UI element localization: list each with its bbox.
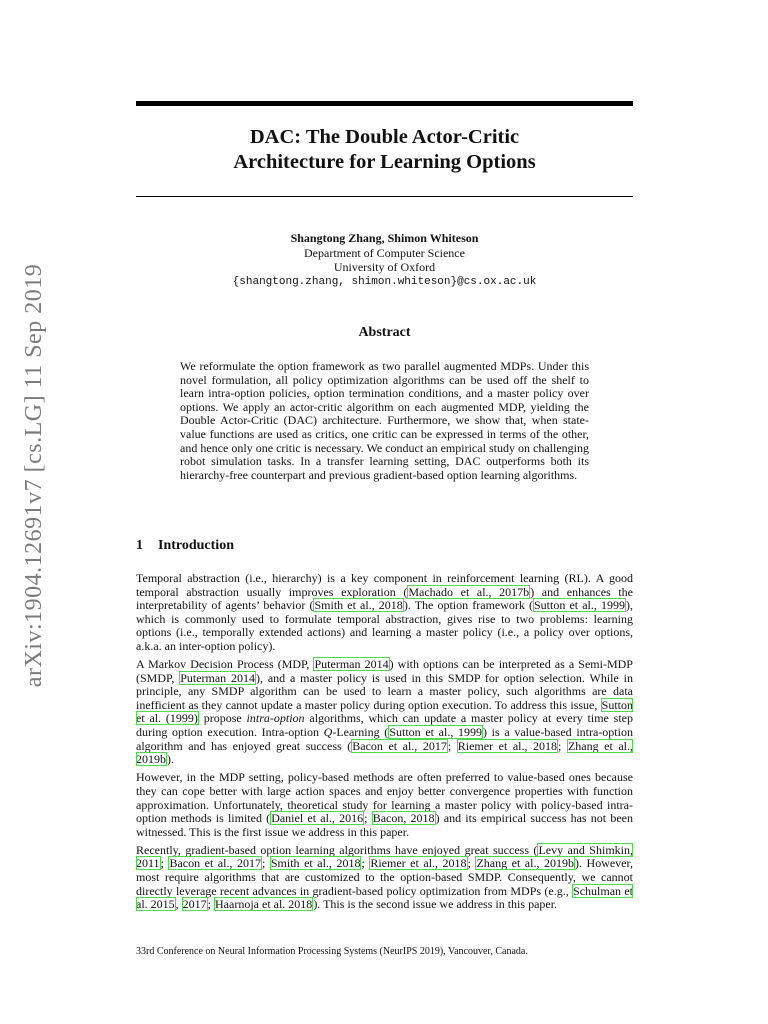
section-number: 1 bbox=[136, 538, 143, 553]
citation-link[interactable]: 2017 bbox=[182, 897, 207, 912]
conference-footnote: 33rd Conference on Neural Information Processing Systems (NeurIPS 2019), Vancouver, Canada. bbox=[136, 946, 528, 957]
citation-link[interactable]: Smith et al., 2018 bbox=[270, 856, 361, 871]
text-run: algorithms, which can update a master policy at every time step during option execution. Intra-option bbox=[136, 711, 633, 740]
text-run: ; bbox=[361, 856, 370, 871]
citation-link[interactable]: Zhang et al., 2019b bbox=[476, 856, 574, 871]
citation-link[interactable]: Sutton et al., 1999 bbox=[389, 725, 482, 740]
section-title: Introduction bbox=[158, 538, 234, 553]
citation-link[interactable]: Riemer et al., 2018 bbox=[370, 856, 467, 871]
abstract-heading: Abstract bbox=[358, 325, 411, 340]
paragraph-2 bbox=[136, 658, 633, 767]
citation-link[interactable]: Bacon, 2018 bbox=[372, 811, 435, 826]
text-run: ) with options can be interpreted as a Semi-MDP (SMDP, bbox=[136, 657, 633, 685]
paragraph-4 bbox=[136, 844, 633, 912]
text-run: ; bbox=[447, 738, 457, 753]
text-run: However, in the MDP setting, policy-based methods are often preferred to value-based ones because they can cope better with large action spaces and enjoy better convergence properties with function approximation. Unfortunately, theoretical study for learning a master policy with policy-based intra-option methods is limited ( bbox=[136, 770, 633, 826]
arxiv-stamp-text: arXiv:1904.12691v7 [cs.LG] 11 Sep 2019 bbox=[21, 263, 48, 687]
text-run: ; bbox=[364, 811, 372, 826]
text-run: ), which is commonly used to formulate temporal abstraction, gives rise to two problems: learning options (i.e., temporally extended actions) and learning a master policy (i.e., a policy over options, a.k.a. an inter-option policy). bbox=[136, 598, 633, 653]
paragraph-1 bbox=[136, 572, 633, 654]
text-run: ) and enhances the interpretability of agents’ behavior ( bbox=[136, 584, 633, 613]
text-run: ; bbox=[262, 856, 270, 871]
math-symbol: Q bbox=[323, 725, 333, 740]
text-run: ). bbox=[167, 752, 174, 767]
author-university: University of Oxford bbox=[333, 260, 436, 274]
body-text bbox=[136, 572, 633, 916]
emphasis-text: intra-option bbox=[246, 711, 305, 726]
paper-title bbox=[136, 125, 633, 175]
author-block bbox=[136, 231, 633, 289]
text-run: propose bbox=[198, 711, 247, 726]
citation-link[interactable]: Schulman et al. 2015 bbox=[136, 883, 634, 912]
citation-link[interactable]: Haarnoja et al. 2018 bbox=[215, 897, 313, 912]
citation-link[interactable]: Bacon et al., 2017 bbox=[169, 856, 261, 871]
text-run: ). This is the second issue we address in this paper. bbox=[313, 897, 558, 912]
citation-link[interactable]: Zhang et al., 2019b bbox=[136, 738, 634, 767]
text-run: Recently, gradient-based option learning algorithms have enjoyed great success ( bbox=[136, 842, 538, 857]
citation-link[interactable]: Machado et al., 2017b bbox=[408, 584, 530, 599]
text-run: ; bbox=[467, 856, 476, 871]
abstract-text: We reformulate the option framework as two parallel augmented MDPs. Under this novel formulation, all policy optimization algorithms can be used off the shelf to learn intra-option policies, option termination conditions, and a master policy over options. We apply an actor-critic algorithm on each augmented MDP, yielding the Double Actor-Critic (DAC) architecture. Furthermore, we show that, when state-value functions are used as critics, one critic can be expressed in terms of the other, and hence only one critic is necessary. We conduct an empirical study on challenging robot simulation tasks. In a transfer learning setting, DAC outperforms both its hierarchy-free counterpart and previous gradient-based option learning algorithms. bbox=[180, 359, 589, 482]
author-department: Department of Computer Science bbox=[304, 245, 465, 260]
citation-link[interactable]: Daniel et al., 2016 bbox=[271, 811, 364, 826]
text-run: ) and its empirical success has not been witnessed. This is the first issue we address in this paper. bbox=[136, 811, 633, 839]
title-rule-bottom bbox=[136, 196, 633, 197]
section-heading bbox=[136, 538, 234, 554]
citation-link[interactable]: Sutton et al., 1999 bbox=[534, 598, 625, 613]
citation-link[interactable]: Smith et al., 2018 bbox=[314, 598, 403, 613]
citation-link[interactable]: Puterman 2014 bbox=[314, 657, 389, 672]
citation-link[interactable]: Puterman 2014 bbox=[180, 670, 256, 685]
citation-link[interactable]: Bacon et al., 2017 bbox=[352, 738, 447, 753]
text-run: , bbox=[175, 897, 182, 912]
text-run: -Learning ( bbox=[332, 725, 389, 740]
text-run: ). However, most require algorithms that are customized to the option-based SMDP. Consequently, we cannot directly leverage recent advances in gradient-based policy optimization from MDPs (e.g., bbox=[136, 856, 634, 898]
text-run: ; bbox=[160, 856, 169, 871]
text-run: A Markov Decision Process (MDP, bbox=[136, 657, 314, 672]
citation-link[interactable]: Sutton et al. (1999) bbox=[136, 697, 633, 726]
title-rule-top bbox=[136, 101, 633, 106]
paragraph-3 bbox=[136, 771, 633, 839]
text-run: Temporal abstraction (i.e., hierarchy) is a key component in reinforcement learning (RL). A good temporal abstraction usually improves exploration ( bbox=[136, 571, 633, 599]
citation-link[interactable]: Riemer et al., 2018 bbox=[457, 738, 558, 753]
text-run: ) is a value-based intra-option algorithm and has enjoyed great success ( bbox=[136, 725, 633, 753]
arxiv-stamp bbox=[17, 263, 53, 687]
text-run: ). The option framework ( bbox=[403, 598, 533, 613]
citation-link[interactable]: Levy and Shimkin, 2011 bbox=[136, 842, 633, 871]
text-run: ), and a master policy is used in this SMDP for option selection. While in principle, any SMDP algorithm can be used to learn a master policy, such algorithms are data inefficient as they cannot update a master policy during option execution. To address this issue, bbox=[136, 670, 633, 712]
text-run: ; bbox=[207, 897, 215, 912]
text-run: ; bbox=[558, 738, 567, 753]
author-names: Shangtong Zhang, Shimon Whiteson bbox=[290, 231, 479, 245]
title-line-2: Architecture for Learning Options bbox=[233, 151, 536, 173]
author-email: {shangtong.zhang, shimon.whiteson}@cs.ox.ac.uk bbox=[232, 275, 537, 288]
title-line-1: DAC: The Double Actor-Critic bbox=[249, 126, 520, 148]
